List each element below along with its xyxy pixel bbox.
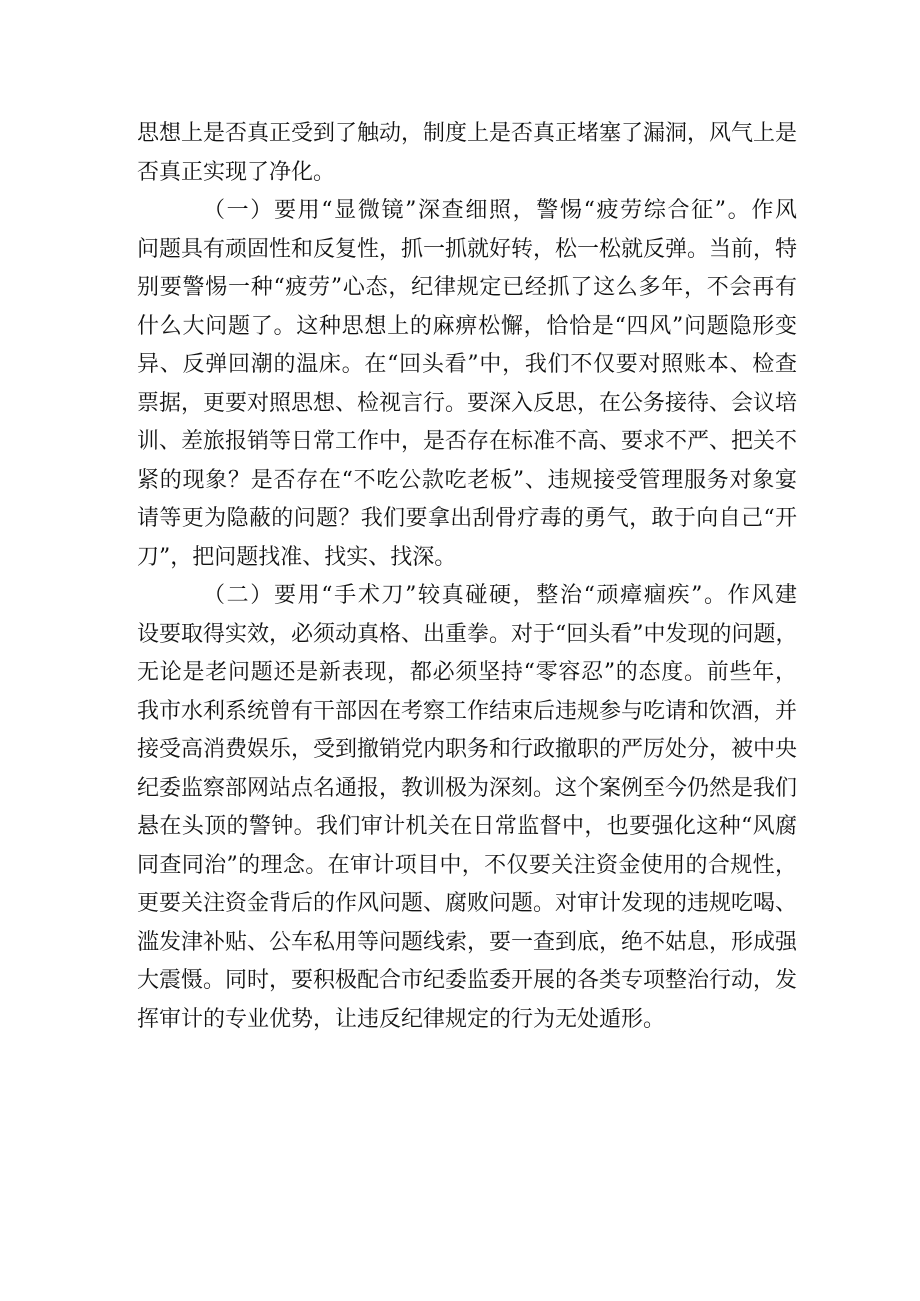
text-line: 设要取得实效，必须动真格、出重拳。对于“回头看”中发现的问题， [137,621,797,647]
paragraph-section-one [137,192,797,577]
section-heading-line: （一）要用“显微镜”深查细照，警惕“疲劳综合征”。作风 [203,198,797,223]
text-line: 接受高消费娱乐，受到撤销党内职务和行政撤职的严厉处分，被中央 [137,737,797,762]
text-line: 挥审计的专业优势，让违反纪律规定的行为无处遁形。 [137,1006,666,1032]
text-line: 异、反弹回潮的温床。在“回头看”中，我们不仅要对照账本、检查 [137,352,797,377]
text-line: 训、差旅报销等日常工作中，是否存在标准不高、要求不严、把关不 [137,429,797,454]
text-line: 同查同治”的理念。在审计项目中，不仅要关注资金使用的合规性， [137,852,797,878]
text-line: 我市水利系统曾有干部因在考察工作结束后违规参与吃请和饮酒，并 [137,698,797,724]
text-line: 滥发津补贴、公车私用等问题线索，要一查到底，绝不姑息，形成强 [137,929,797,955]
text-line: 问题具有顽固性和反复性，抓一抓就好转，松一松就反弹。当前，特 [137,236,797,262]
paragraph-section-two [137,577,797,1039]
text-line: 思想上是否真正受到了触动，制度上是否真正堵塞了漏洞，风气上是 [137,121,797,146]
document-body [137,115,797,1039]
text-line: 更要关注资金背后的作风问题、腐败问题。对审计发现的违规吃喝、 [137,891,797,916]
text-line: 悬在头顶的警钟。我们审计机关在日常监督中，也要强化这种“风腐 [137,814,797,839]
text-line: 别要警惕一种“疲劳”心态，纪律规定已经抓了这么多年，不会再有 [137,275,797,300]
section-heading-line: （二）要用“手术刀”较真碰硬，整治“顽瘴痼疾”。作风建 [203,583,797,608]
text-line: 刀”，把问题找准、找实、找深。 [137,544,457,570]
text-line: 否真正实现了净化。 [137,159,336,185]
text-line: 紧的现象？是否存在“不吃公款吃老板”、违规接受管理服务对象宴 [137,467,797,493]
text-line: 大震慑。同时，要积极配合市纪委监委开展的各类专项整治行动，发 [137,968,797,993]
text-line: 票据，更要对照思想、检视言行。要深入反思，在公务接待、会议培 [137,390,797,416]
text-line: 纪委监察部网站点名通报，教训极为深刻。这个案例至今仍然是我们 [137,775,797,801]
text-line: 无论是老问题还是新表现，都必须坚持“零容忍”的态度。前些年， [137,660,797,685]
text-line: 什么大问题了。这种思想上的麻痹松懈，恰恰是“四风”问题隐形变 [137,313,797,339]
text-line: 请等更为隐蔽的问题？我们要拿出刮骨疗毒的勇气，敢于向自己“开 [137,506,797,531]
paragraph-intro [137,115,797,192]
